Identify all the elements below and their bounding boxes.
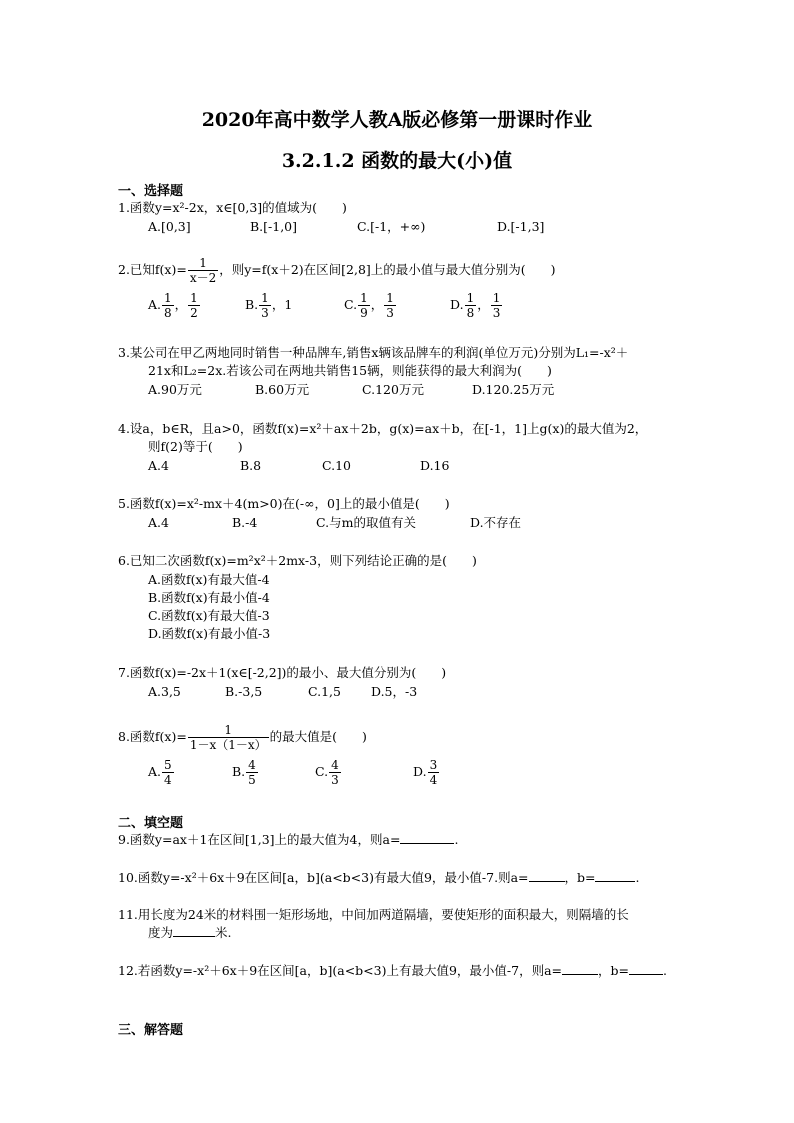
q6-option-d: D.函数f(x)有最小值-3: [148, 626, 271, 641]
q6-option-a: A.函数f(x)有最大值-4: [148, 572, 270, 587]
question-3-line-2: 21x和L₂=2x.若该公司在两地共销售15辆，则能获得的最大利润为( ): [148, 363, 552, 378]
question-3-line-1: 3.某公司在甲乙两地同时销售一种品牌车,销售x辆该品牌车的利润(单位万元)分别为L₁=-x²＋: [118, 345, 629, 360]
q4-option-d: D.16: [420, 458, 450, 473]
q3-option-c: C.120万元: [362, 382, 424, 397]
question-1: 1.函数y=x²-2x，x∈[0,3]的值域为( ): [118, 200, 347, 215]
q6-option-b: B.函数f(x)有最小值-4: [148, 590, 270, 605]
q8-option-c: C. $\frac{4}{3}$: [315, 758, 339, 787]
q10-answer-b-blank[interactable]: [595, 869, 635, 882]
q7-option-d: D.5，-3: [371, 684, 418, 699]
q5-option-c: C.与m的取值有关: [316, 515, 416, 530]
q5-option-d: D.不存在: [470, 515, 522, 530]
q7-option-c: C.1,5: [308, 684, 341, 699]
question-5: 5.函数f(x)=x²-mx＋4(m>0)在(-∞，0]上的最小值是( ): [118, 496, 450, 511]
q2-option-d: D. $\frac{1}{8}$ ， $\frac{1}{3}$: [450, 291, 501, 320]
q8-option-d: D. $\frac{3}{4}$: [413, 758, 438, 787]
section-choice-heading: 一、选择题: [118, 184, 184, 199]
q5-option-a: A.4: [148, 515, 169, 530]
q3-option-b: B.60万元: [255, 382, 310, 397]
q1-option-d: D.[-1,3]: [497, 219, 545, 234]
q4-option-c: C.10: [322, 458, 351, 473]
q3-option-a: A.90万元: [148, 382, 202, 397]
question-7: 7.函数f(x)=-2x＋1(x∈[-2,2])的最小、最大值分别为( ): [118, 665, 447, 680]
q12-answer-b-blank[interactable]: [629, 962, 663, 975]
q2-option-b: B. $\frac{1}{3}$ ，1: [245, 291, 293, 320]
q7-option-a: A.3,5: [148, 684, 181, 699]
question-4-line-2: 则f(2)等于( ): [148, 439, 243, 454]
q1-option-c: C.[-1，+∞): [357, 219, 426, 234]
q2-option-c: C. $\frac{1}{9}$ ， $\frac{1}{3}$: [344, 291, 394, 320]
page-title: 2020年高中数学人教A版必修第一册课时作业: [201, 109, 593, 131]
q4-option-b: B.8: [240, 458, 262, 473]
q9-answer-blank[interactable]: [400, 831, 454, 844]
q1-option-a: A.[0,3]: [148, 219, 191, 234]
q2-suffix: ，则y=f(x＋2)在区间[2,8]上的最小值与最大值分别为( ): [219, 262, 556, 277]
q5-option-b: B.-4: [232, 515, 258, 530]
q12-answer-a-blank[interactable]: [562, 962, 598, 975]
question-4-line-1: 4.设a，b∈R，且a>0，函数f(x)=x²＋ax＋2b，g(x)=ax＋b，在[-1，1]上g(x)的最大值为2，: [118, 421, 648, 436]
question-11-line-2: 度为 米.: [148, 925, 232, 940]
section-solve-heading: 三、解答题: [118, 1023, 184, 1038]
question-9: 9.函数y=ax＋1在区间[1,3]上的最大值为4，则a= .: [118, 832, 459, 847]
question-11-line-1: 11.用长度为24米的材料围一矩形场地，中间加两道隔墙，要使矩形的面积最大，则隔墙的长: [118, 907, 629, 922]
q1-option-b: B.[-1,0]: [250, 219, 298, 234]
q6-option-c: C.函数f(x)有最大值-3: [148, 608, 270, 623]
q10-answer-a-blank[interactable]: [529, 869, 565, 882]
q8-fraction: $\frac{1}{1-x(1-x)}$: [189, 723, 267, 752]
section-fill-heading: 二、填空题: [118, 816, 184, 831]
q2-prefix: 2.已知f(x)=: [118, 262, 187, 277]
q2-option-a: A. $\frac{1}{8}$ ， $\frac{1}{2}$: [148, 291, 198, 320]
q8-option-a: A. $\frac{5}{4}$: [148, 758, 172, 787]
q4-option-a: A.4: [148, 458, 169, 473]
question-2: [118, 256, 556, 285]
question-12: 12.若函数y=-x²＋6x＋9在区间[a，b](a<b<3)上有最大值9，最小值-7，则a= ，b= .: [118, 963, 667, 978]
q3-option-d: D.120.25万元: [472, 382, 555, 397]
question-10: 10.函数y=-x²＋6x＋9在区间[a，b](a<b<3)有最大值9，最小值-7.则a= ，b= .: [118, 870, 640, 885]
q11-answer-blank[interactable]: [173, 924, 215, 937]
q8-option-b: B. $\frac{4}{5}$: [232, 758, 256, 787]
question-6: 6.已知二次函数f(x)=m²x²＋2mx-3，则下列结论正确的是( ): [118, 553, 477, 568]
q2-fraction: $\frac{1}{x-2}$: [189, 256, 217, 285]
page-subtitle: 3.2.1.2 函数的最大(小)值: [281, 150, 513, 172]
question-8: 8.函数f(x)= $\frac{1}{1-x(1-x)}$ 的最大值是( ): [118, 723, 367, 752]
q7-option-b: B.-3,5: [225, 684, 263, 699]
